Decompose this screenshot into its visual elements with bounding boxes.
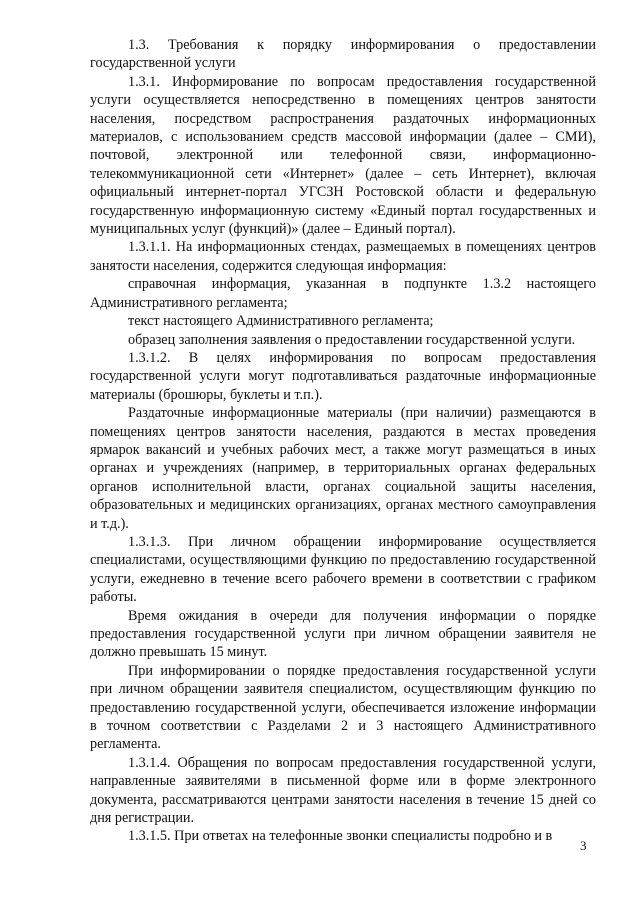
list-item-reference-info: справочная информация, указанная в подпункте 1.3.2 настоящего Административного регламента;: [90, 276, 596, 311]
list-item-regulation-text: текст настоящего Административного регламента;: [128, 313, 434, 330]
paragraph-waiting-time: Время ожидания в очереди для получения информации о порядке предоставления государственной услуги при личном обращении заявителя не должно превышать 15 минут.: [90, 607, 596, 661]
page-number: 3: [580, 838, 587, 853]
paragraph-1-3-1-2: 1.3.1.2. В целях информирования по вопросам предоставления государственной услуги могут подготавливаться раздаточные информационные материалы (брошюры, буклеты и т.п.).: [90, 349, 596, 403]
paragraph-1-3-1-5: 1.3.1.5. При ответах на телефонные звонки специалисты подробно и в: [128, 828, 553, 845]
paragraph-1-3-1-3: 1.3.1.3. При личном обращении информирование осуществляется специалистами, осуществляющими функцию по предоставлению государственной услуги, ежедневно в течение всего рабочего времени в соответствии с графиком работы.: [90, 533, 596, 606]
paragraph-handout-materials: Раздаточные информационные материалы (при наличии) размещаются в помещениях центров занятости населения, раздаются в местах проведения ярмарок вакансий и учебных рабочих мест, а также могут размещаться в иных органах и учреждениях (например, в территориальных органах федеральных органов исполнительной власти, органах социальной защиты населения, образовательных и медицинских организациях, органах местного самоуправления и т.д.).: [90, 405, 596, 532]
paragraph-personal-informing: При информировании о порядке предоставления государственной услуги при личном обращении заявителя специалистом, осуществляющим функцию по предоставлению государственной услуги, обеспечивается изложение информации в точном соответствии с Разделами 2 и 3 настоящего Административного регламента.: [90, 662, 596, 753]
document-page: [90, 36, 596, 846]
paragraph-1-3-1-4: 1.3.1.4. Обращения по вопросам предоставления государственной услуги, направленные заявителями в письменной форме или в форме электронного документа, рассматриваются центрами занятости населения в течение 15 дней со дня регистрации.: [90, 754, 596, 827]
paragraph-1-3-1: 1.3.1. Информирование по вопросам предоставления государственной услуги осуществляется непосредственно в помещениях центров занятости населения, посредством распространения раздаточных информационных материалов, с использованием средств массовой информации (далее – СМИ), почтовой, электронной или телефонной связи, информационно-телекоммуникационной сети «Интернет» (далее – сеть Интернет), включая официальный интернет-портал УГСЗН Ростовской области и федеральную государственную информационную систему «Единый портал государственных и муниципальных услуг (функций)» (далее – Единый портал).: [90, 73, 596, 238]
list-item-application-sample: образец заполнения заявления о предоставлении государственной услуги.: [128, 331, 576, 348]
section-heading: 1.3. Требования к порядку информирования о предоставлении государственной услуги: [90, 37, 596, 72]
paragraph-1-3-1-1: 1.3.1.1. На информационных стендах, размещаемых в помещениях центров занятости населения, содержится следующая информация:: [90, 239, 596, 274]
